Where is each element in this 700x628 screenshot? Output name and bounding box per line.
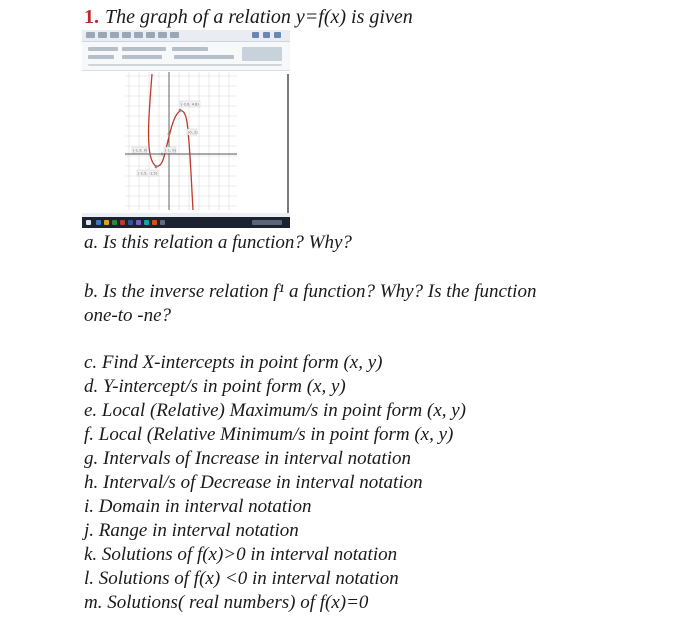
graph-point-label: (0, 2) (188, 130, 198, 135)
document-scrollbar (287, 74, 289, 214)
embedded-screenshot (82, 30, 290, 228)
taskbar (82, 217, 290, 228)
y-intercept-point (168, 133, 171, 136)
app-icon (160, 220, 165, 225)
app-icon (96, 220, 101, 225)
problem-number: 1. (84, 6, 99, 28)
app-icon (120, 220, 125, 225)
local-minimum-point (155, 166, 158, 169)
question-a: a. Is this relation a function? Why? (84, 232, 352, 253)
ribbon-tool (88, 55, 114, 59)
window-control (274, 32, 281, 38)
x-intercept-point (149, 153, 152, 156)
function-curve (149, 74, 193, 210)
app-icon (152, 220, 157, 225)
app-icon (144, 220, 149, 225)
ribbon-tab (170, 32, 179, 38)
ribbon-tool (122, 55, 162, 59)
app-icon (128, 220, 133, 225)
ribbon-tab (122, 32, 131, 38)
ribbon-tab (134, 32, 143, 38)
ribbon-tab (86, 32, 95, 38)
ribbon-toolbar (82, 42, 290, 71)
ribbon-tool (88, 47, 118, 51)
ruler (88, 64, 282, 66)
app-icon (104, 220, 109, 225)
ribbon-tab-strip (82, 30, 290, 42)
window-control (252, 32, 259, 38)
window-control (263, 32, 270, 38)
question-j: j. Range in interval notation (84, 520, 299, 541)
grid-lines (125, 72, 237, 210)
question-d: d. Y-intercept/s in point form (x, y) (84, 376, 346, 397)
question-m: m. Solutions( real numbers) of f(x)=0 (84, 592, 369, 613)
question-h: h. Interval/s of Decrease in interval notation (84, 472, 423, 493)
function-graph (125, 72, 243, 212)
ribbon-tab (98, 32, 107, 38)
problem-heading-text: The graph of a relation y=f(x) is given (105, 6, 413, 28)
ribbon-styles-gallery (242, 47, 282, 61)
question-b-continued: one-to -ne? (84, 305, 172, 326)
local-maximum-point (179, 109, 182, 112)
question-l: l. Solutions of f(x) <0 in interval notation (84, 568, 399, 589)
start-icon (86, 220, 91, 225)
graph-point-label: (-1, 0) (165, 148, 176, 153)
question-f: f. Local (Relative Minimum/s in point form (x, y) (84, 424, 454, 445)
ribbon-tool (122, 47, 166, 51)
ribbon-tool (174, 55, 234, 59)
graph-point-label: (-2.6, 4.8) (181, 102, 199, 107)
ribbon-tab (158, 32, 167, 38)
question-b: b. Is the inverse relation f¹ a function? Why? Is the function (84, 281, 537, 302)
graph-point-label: (-1.9, 0) (133, 148, 148, 153)
problem-heading (84, 6, 413, 29)
ribbon-tab (146, 32, 155, 38)
app-icon (136, 220, 141, 225)
system-tray (252, 220, 282, 225)
x-intercept-point (161, 153, 164, 156)
app-icon (112, 220, 117, 225)
question-g: g. Intervals of Increase in interval notation (84, 448, 411, 469)
graph-point-label: (-1.5, -1.5) (138, 171, 158, 176)
question-k: k. Solutions of f(x)>0 in interval notation (84, 544, 398, 565)
key-points (149, 109, 182, 169)
ribbon-tab (110, 32, 119, 38)
ribbon-tool (172, 47, 208, 51)
question-i: i. Domain in interval notation (84, 496, 312, 517)
question-c: c. Find X-intercepts in point form (x, y) (84, 352, 383, 373)
question-e: e. Local (Relative) Maximum/s in point form (x, y) (84, 400, 467, 421)
